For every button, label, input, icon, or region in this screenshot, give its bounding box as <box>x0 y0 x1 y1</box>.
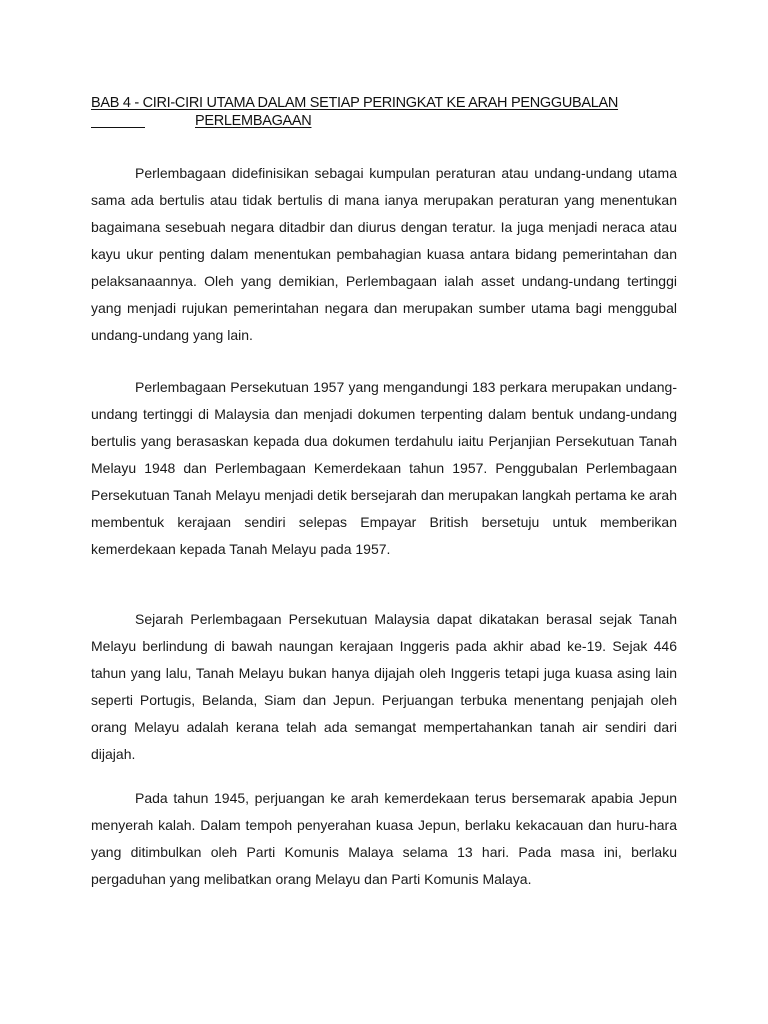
chapter-heading-line2-row <box>91 112 691 130</box>
heading-blank-underline <box>91 127 145 128</box>
chapter-heading-line2: PERLEMBAGAAN <box>195 113 312 129</box>
paragraph-4: Pada tahun 1945, perjuangan ke arah kemerdekaan terus bersemarak apabia Jepun menyerah kalah. Dalam tempoh penyerahan kuasa Jepun, berlaku kekacauan dan huru-hara yang ditimbulkan oleh Parti Komunis Malaya selama 13 hari. Pada masa ini, berlaku pergaduhan yang melibatkan orang Melayu dan Parti Komunis Malaya. <box>91 790 677 887</box>
paragraph-1: Perlembagaan didefinisikan sebagai kumpulan peraturan atau undang-undang utama sama ada bertulis atau tidak bertulis di mana ianya merupakan peraturan yang menentukan bagaimana sesebuah negara ditadbir dan diurus dengan teratur. Ia juga menjadi neraca atau kayu ukur penting dalam menentukan pembahagian kuasa antara bidang pemerintahan dan pelaksanaannya. Oleh yang demikian, Perlembagaan ialah asset undang-undang tertinggi yang menjadi rujukan pemerintahan negara dan merupakan sumber utama bagi menggubal undang-undang yang lain. <box>91 165 677 343</box>
chapter-heading-line1: BAB 4 - CIRI-CIRI UTAMA DALAM SETIAP PERINGKAT KE ARAH PENGGUBALAN <box>91 95 619 111</box>
paragraph-3: Sejarah Perlembagaan Persekutuan Malaysia dapat dikatakan berasal sejak Tanah Melayu berlindung di bawah naungan kerajaan Inggeris pada akhir abad ke-19. Sejak 446 tahun yang lalu, Tanah Melayu bukan hanya dijajah oleh Inggeris tetapi juga kuasa asing lain seperti Portugis, Belanda, Siam dan Jepun. Perjuangan terbuka menentang penjajah oleh orang Melayu adalah kerana telah ada semangat mempertahankan tanah air sendiri dari dijajah. <box>91 611 677 762</box>
paragraph-2: Perlembagaan Persekutuan 1957 yang mengandungi 183 perkara merupakan undang-undang tertinggi di Malaysia dan menjadi dokumen terpenting dalam bentuk undang-undang bertulis yang berasaskan kepada dua dokumen terdahulu iaitu Perjanjian Persekutuan Tanah Melayu 1948 dan Perlembagaan Kemerdekaan tahun 1957. Penggubalan Perlembagaan Persekutuan Tanah Melayu menjadi detik bersejarah dan merupakan langkah pertama ke arah membentuk kerajaan sendiri selepas Empayar British bersetuju untuk memberikan kemerdekaan kepada Tanah Melayu pada 1957. <box>91 379 677 557</box>
chapter-heading <box>91 94 691 130</box>
